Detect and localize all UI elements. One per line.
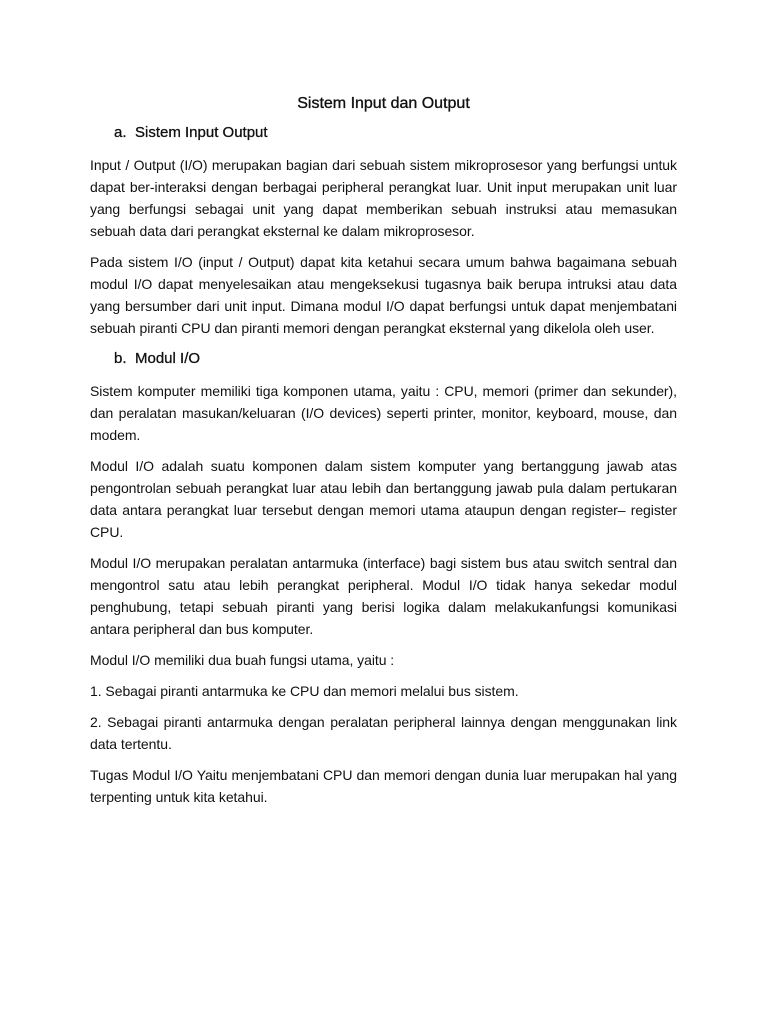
document-page bbox=[90, 92, 677, 817]
paragraph: Modul I/O memiliki dua buah fungsi utama, yaitu : bbox=[90, 652, 395, 668]
list-item: 1. Sebagai piranti antarmuka ke CPU dan memori melalui bus sistem. bbox=[90, 683, 519, 699]
paragraph: Pada sistem I/O (input / Output) dapat kita ketahui secara umum bahwa bagaimana sebuah modul I/O dapat menyelesaikan atau mengeksekusi tugasnya baik berupa intruksi atau data yang bersumber dari unit input. Dimana modul I/O dapat berfungsi untuk dapat menjembatani sebuah piranti CPU dan piranti memori dengan perangkat eksternal yang dikelola oleh user. bbox=[90, 254, 677, 336]
paragraph: Sistem komputer memiliki tiga komponen utama, yaitu : CPU, memori (primer dan sekunder), dan peralatan masukan/keluaran (I/O devices) seperti printer, monitor, keyboard, mouse, dan modem. bbox=[90, 383, 677, 443]
section-heading-b bbox=[90, 348, 677, 370]
paragraph: Modul I/O merupakan peralatan antarmuka (interface) bagi sistem bus atau switch sentral dan mengontrol satu atau lebih perangkat peripheral. Modul I/O tidak hanya sekedar modul penghubung, tetapi sebuah piranti yang berisi logika dalam melakukanfungsi komunikasi antara peripheral dan bus komputer. bbox=[90, 555, 677, 637]
paragraph: Input / Output (I/O) merupakan bagian dari sebuah sistem mikroprosesor yang berfungsi untuk dapat ber-interaksi dengan berbagai peripheral perangkat luar. Unit input merupakan unit luar yang berfungsi sebagai unit yang dapat memberikan sebuah instruksi atau memasukan sebuah data dari perangkat eksternal ke dalam mikroprosesor. bbox=[90, 157, 677, 239]
list-item: 2. Sebagai piranti antarmuka dengan peralatan peripheral lainnya dengan menggunakan link data tertentu. bbox=[90, 714, 677, 752]
paragraph: Tugas Modul I/O Yaitu menjembatani CPU dan memori dengan dunia luar merupakan hal yang terpenting untuk kita ketahui. bbox=[90, 767, 677, 805]
section-title: Sistem Input Output bbox=[135, 124, 268, 141]
paragraph: Modul I/O adalah suatu komponen dalam sistem komputer yang bertanggung jawab atas pengontrolan sebuah perangkat luar atau lebih dan bertanggung jawab pula dalam pertukaran data antara perangkat luar tersebut dengan memori utama ataupun dengan register– register CPU. bbox=[90, 458, 677, 540]
section-heading-a bbox=[90, 122, 677, 144]
document-title: Sistem Input dan Output bbox=[297, 95, 470, 112]
section-title: Modul I/O bbox=[135, 350, 201, 367]
section-number: b. bbox=[114, 350, 127, 367]
section-number: a. bbox=[114, 124, 127, 141]
